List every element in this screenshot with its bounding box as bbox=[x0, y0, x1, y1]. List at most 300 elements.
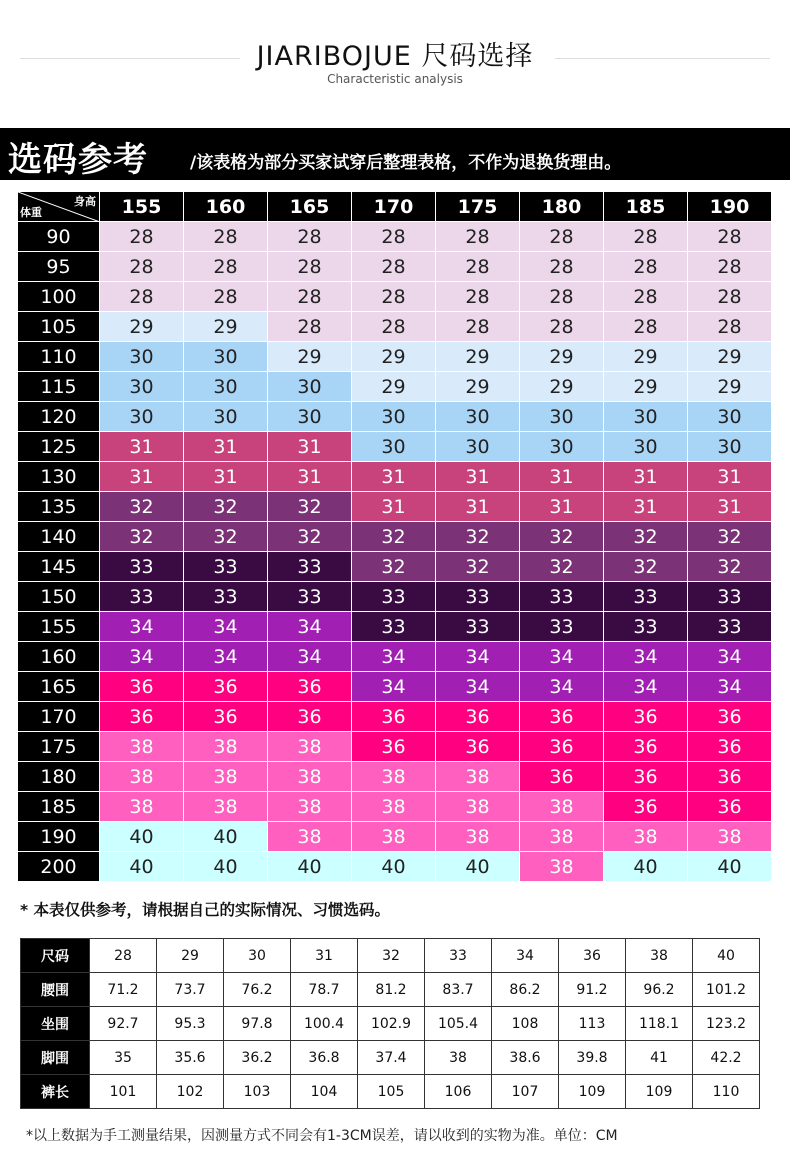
size-grid-row bbox=[18, 582, 772, 612]
weight-header-cell: 135 bbox=[18, 492, 100, 522]
measurement-value: 105 bbox=[358, 1075, 425, 1109]
measurement-value: 38.6 bbox=[492, 1041, 559, 1075]
measurement-value: 118.1 bbox=[626, 1007, 693, 1041]
size-grid-row bbox=[18, 462, 772, 492]
size-cell: 36 bbox=[604, 792, 688, 822]
size-cell: 34 bbox=[604, 642, 688, 672]
weight-header-cell: 175 bbox=[18, 732, 100, 762]
size-cell: 28 bbox=[520, 252, 604, 282]
weight-header-cell: 115 bbox=[18, 372, 100, 402]
size-cell: 34 bbox=[184, 612, 268, 642]
size-cell: 36 bbox=[268, 672, 352, 702]
size-cell: 34 bbox=[520, 642, 604, 672]
size-cell: 36 bbox=[352, 732, 436, 762]
size-cell: 33 bbox=[436, 582, 520, 612]
measurement-value: 103 bbox=[224, 1075, 291, 1109]
size-cell: 33 bbox=[520, 582, 604, 612]
height-header-cell: 155 bbox=[100, 192, 184, 222]
measurement-value: 39.8 bbox=[559, 1041, 626, 1075]
size-cell: 28 bbox=[268, 282, 352, 312]
measurement-value: 106 bbox=[425, 1075, 492, 1109]
size-cell: 32 bbox=[268, 492, 352, 522]
size-grid-row bbox=[18, 312, 772, 342]
measurement-value: 78.7 bbox=[291, 973, 358, 1007]
measurement-value: 71.2 bbox=[90, 973, 157, 1007]
size-cell: 28 bbox=[604, 222, 688, 252]
size-cell: 40 bbox=[436, 852, 520, 882]
size-cell: 36 bbox=[184, 702, 268, 732]
size-cell: 34 bbox=[604, 672, 688, 702]
size-cell: 38 bbox=[352, 822, 436, 852]
size-cell: 34 bbox=[100, 642, 184, 672]
size-cell: 34 bbox=[436, 642, 520, 672]
size-cell: 34 bbox=[688, 642, 772, 672]
size-cell: 38 bbox=[436, 762, 520, 792]
size-cell: 38 bbox=[352, 792, 436, 822]
size-cell: 28 bbox=[604, 312, 688, 342]
height-header-cell: 185 bbox=[604, 192, 688, 222]
size-cell: 32 bbox=[184, 492, 268, 522]
size-cell: 31 bbox=[184, 432, 268, 462]
size-cell: 31 bbox=[604, 492, 688, 522]
size-grid-row bbox=[18, 282, 772, 312]
size-cell: 30 bbox=[352, 402, 436, 432]
measurement-value: 73.7 bbox=[157, 973, 224, 1007]
size-cell: 36 bbox=[604, 732, 688, 762]
size-cell: 33 bbox=[352, 582, 436, 612]
size-cell: 40 bbox=[688, 852, 772, 882]
size-grid-header-row bbox=[18, 192, 772, 222]
size-cell: 28 bbox=[604, 252, 688, 282]
measurement-value: 123.2 bbox=[693, 1007, 760, 1041]
weight-header-cell: 120 bbox=[18, 402, 100, 432]
measurement-value: 96.2 bbox=[626, 973, 693, 1007]
size-cell: 31 bbox=[352, 462, 436, 492]
size-cell: 40 bbox=[352, 852, 436, 882]
banner-title: 选码参考 bbox=[8, 140, 148, 180]
measurement-row bbox=[21, 939, 760, 973]
size-cell: 38 bbox=[268, 732, 352, 762]
size-cell: 31 bbox=[268, 432, 352, 462]
size-cell: 34 bbox=[352, 642, 436, 672]
size-cell: 34 bbox=[268, 642, 352, 672]
size-cell: 32 bbox=[436, 522, 520, 552]
size-cell: 38 bbox=[268, 762, 352, 792]
measurement-row bbox=[21, 1007, 760, 1041]
size-grid-row bbox=[18, 402, 772, 432]
size-cell: 36 bbox=[184, 672, 268, 702]
size-cell: 38 bbox=[520, 822, 604, 852]
height-header-cell: 180 bbox=[520, 192, 604, 222]
size-cell: 34 bbox=[352, 672, 436, 702]
size-cell: 33 bbox=[100, 582, 184, 612]
weight-header-cell: 105 bbox=[18, 312, 100, 342]
size-grid-row bbox=[18, 552, 772, 582]
height-header-cell: 190 bbox=[688, 192, 772, 222]
size-cell: 32 bbox=[100, 522, 184, 552]
size-cell: 36 bbox=[268, 702, 352, 732]
size-cell: 34 bbox=[436, 672, 520, 702]
size-cell: 32 bbox=[268, 522, 352, 552]
measurement-value: 91.2 bbox=[559, 973, 626, 1007]
size-cell: 36 bbox=[352, 702, 436, 732]
weight-header-cell: 140 bbox=[18, 522, 100, 552]
measurement-label: 坐围 bbox=[21, 1007, 90, 1041]
weight-header-cell: 180 bbox=[18, 762, 100, 792]
measurement-value: 104 bbox=[291, 1075, 358, 1109]
size-cell: 30 bbox=[520, 402, 604, 432]
size-cell: 28 bbox=[100, 282, 184, 312]
reference-note: * 本表仅供参考，请根据自己的实际情况、习惯选码。 bbox=[20, 901, 391, 919]
size-grid-row bbox=[18, 372, 772, 402]
size-cell: 33 bbox=[604, 612, 688, 642]
size-cell: 33 bbox=[604, 582, 688, 612]
size-cell: 38 bbox=[268, 822, 352, 852]
size-grid-row bbox=[18, 792, 772, 822]
measurement-value: 101.2 bbox=[693, 973, 760, 1007]
size-cell: 30 bbox=[352, 432, 436, 462]
size-cell: 36 bbox=[688, 702, 772, 732]
measurement-value: 35 bbox=[90, 1041, 157, 1075]
measurement-value: 83.7 bbox=[425, 973, 492, 1007]
size-cell: 36 bbox=[436, 732, 520, 762]
measurement-value: 37.4 bbox=[358, 1041, 425, 1075]
measurement-value: 108 bbox=[492, 1007, 559, 1041]
size-cell: 31 bbox=[688, 462, 772, 492]
weight-header-cell: 125 bbox=[18, 432, 100, 462]
size-cell: 28 bbox=[268, 252, 352, 282]
size-cell: 38 bbox=[184, 762, 268, 792]
size-cell: 31 bbox=[100, 462, 184, 492]
measurement-label: 尺码 bbox=[21, 939, 90, 973]
size-cell: 40 bbox=[604, 852, 688, 882]
measurement-value: 36 bbox=[559, 939, 626, 973]
size-cell: 33 bbox=[688, 582, 772, 612]
weight-header-cell: 110 bbox=[18, 342, 100, 372]
height-header-cell: 165 bbox=[268, 192, 352, 222]
size-cell: 28 bbox=[436, 222, 520, 252]
size-cell: 38 bbox=[520, 792, 604, 822]
size-cell: 36 bbox=[604, 702, 688, 732]
size-cell: 34 bbox=[688, 672, 772, 702]
measurement-value: 40 bbox=[693, 939, 760, 973]
size-cell: 32 bbox=[604, 552, 688, 582]
size-cell: 38 bbox=[688, 822, 772, 852]
measurement-value: 42.2 bbox=[693, 1041, 760, 1075]
size-cell: 38 bbox=[604, 822, 688, 852]
size-grid-row bbox=[18, 222, 772, 252]
size-cell: 36 bbox=[688, 732, 772, 762]
size-cell: 28 bbox=[604, 282, 688, 312]
measurement-value: 38 bbox=[626, 939, 693, 973]
size-cell: 36 bbox=[436, 702, 520, 732]
measurement-value: 101 bbox=[90, 1075, 157, 1109]
size-reference-banner bbox=[0, 128, 790, 180]
weight-header-cell: 100 bbox=[18, 282, 100, 312]
measurement-value: 86.2 bbox=[492, 973, 559, 1007]
size-cell: 33 bbox=[100, 552, 184, 582]
size-grid-row bbox=[18, 342, 772, 372]
size-cell: 36 bbox=[688, 762, 772, 792]
size-cell: 38 bbox=[100, 762, 184, 792]
size-cell: 28 bbox=[100, 222, 184, 252]
size-cell: 30 bbox=[688, 432, 772, 462]
size-grid-row bbox=[18, 432, 772, 462]
size-cell: 29 bbox=[520, 342, 604, 372]
size-cell: 29 bbox=[604, 342, 688, 372]
size-cell: 31 bbox=[352, 492, 436, 522]
page-subtitle: Characteristic analysis bbox=[327, 72, 463, 86]
size-cell: 36 bbox=[688, 792, 772, 822]
size-cell: 29 bbox=[688, 372, 772, 402]
size-cell: 28 bbox=[184, 252, 268, 282]
corner-label-height: 身高 bbox=[74, 195, 96, 208]
measurement-value: 105.4 bbox=[425, 1007, 492, 1041]
size-cell: 31 bbox=[436, 462, 520, 492]
size-grid-row bbox=[18, 612, 772, 642]
size-grid-row bbox=[18, 852, 772, 882]
measurement-label: 腰围 bbox=[21, 973, 90, 1007]
measurement-value: 30 bbox=[224, 939, 291, 973]
size-cell: 38 bbox=[520, 852, 604, 882]
size-cell: 28 bbox=[688, 252, 772, 282]
size-cell: 28 bbox=[184, 222, 268, 252]
size-cell: 36 bbox=[520, 762, 604, 792]
measurement-value: 113 bbox=[559, 1007, 626, 1041]
size-cell: 40 bbox=[100, 852, 184, 882]
size-cell: 38 bbox=[100, 732, 184, 762]
measurement-value: 76.2 bbox=[224, 973, 291, 1007]
size-cell: 38 bbox=[268, 792, 352, 822]
size-cell: 36 bbox=[100, 672, 184, 702]
weight-header-cell: 170 bbox=[18, 702, 100, 732]
measurement-value: 92.7 bbox=[90, 1007, 157, 1041]
page-title: JIARIBOJUE 尺码选择 bbox=[256, 41, 534, 72]
weight-header-cell: 190 bbox=[18, 822, 100, 852]
size-cell: 28 bbox=[436, 252, 520, 282]
size-cell: 31 bbox=[520, 462, 604, 492]
size-cell: 29 bbox=[184, 312, 268, 342]
measurement-value: 32 bbox=[358, 939, 425, 973]
size-cell: 30 bbox=[520, 432, 604, 462]
size-cell: 29 bbox=[100, 312, 184, 342]
measurement-label: 裤长 bbox=[21, 1075, 90, 1109]
measurement-value: 95.3 bbox=[157, 1007, 224, 1041]
measurement-value: 33 bbox=[425, 939, 492, 973]
size-cell: 36 bbox=[520, 732, 604, 762]
size-cell: 38 bbox=[100, 792, 184, 822]
weight-header-cell: 90 bbox=[18, 222, 100, 252]
size-cell: 29 bbox=[520, 372, 604, 402]
size-cell: 33 bbox=[352, 612, 436, 642]
size-cell: 33 bbox=[268, 582, 352, 612]
size-cell: 32 bbox=[688, 522, 772, 552]
measurement-value: 28 bbox=[90, 939, 157, 973]
measurement-value: 31 bbox=[291, 939, 358, 973]
size-cell: 28 bbox=[268, 222, 352, 252]
weight-header-cell: 150 bbox=[18, 582, 100, 612]
size-cell: 30 bbox=[184, 342, 268, 372]
size-grid-row bbox=[18, 732, 772, 762]
size-cell: 28 bbox=[688, 282, 772, 312]
size-cell: 31 bbox=[688, 492, 772, 522]
size-cell: 32 bbox=[688, 552, 772, 582]
size-cell: 33 bbox=[688, 612, 772, 642]
size-cell: 38 bbox=[184, 732, 268, 762]
size-cell: 30 bbox=[100, 402, 184, 432]
weight-header-cell: 160 bbox=[18, 642, 100, 672]
size-cell: 30 bbox=[436, 432, 520, 462]
size-cell: 28 bbox=[436, 282, 520, 312]
size-cell: 30 bbox=[688, 402, 772, 432]
size-cell: 40 bbox=[268, 852, 352, 882]
grid-corner-cell bbox=[18, 192, 100, 222]
weight-header-cell: 145 bbox=[18, 552, 100, 582]
measurement-value: 97.8 bbox=[224, 1007, 291, 1041]
size-cell: 33 bbox=[520, 612, 604, 642]
size-cell: 28 bbox=[520, 222, 604, 252]
size-cell: 33 bbox=[436, 612, 520, 642]
measurement-label: 脚围 bbox=[21, 1041, 90, 1075]
size-cell: 29 bbox=[352, 342, 436, 372]
measurement-value: 81.2 bbox=[358, 973, 425, 1007]
measurement-value: 34 bbox=[492, 939, 559, 973]
size-cell: 29 bbox=[604, 372, 688, 402]
measurement-value: 38 bbox=[425, 1041, 492, 1075]
measurement-value: 109 bbox=[559, 1075, 626, 1109]
height-header-cell: 170 bbox=[352, 192, 436, 222]
corner-label-weight: 体重 bbox=[20, 206, 42, 219]
size-cell: 31 bbox=[100, 432, 184, 462]
size-cell: 36 bbox=[100, 702, 184, 732]
size-cell: 31 bbox=[436, 492, 520, 522]
size-cell: 28 bbox=[352, 282, 436, 312]
size-cell: 38 bbox=[184, 792, 268, 822]
size-cell: 40 bbox=[100, 822, 184, 852]
size-cell: 28 bbox=[688, 312, 772, 342]
size-cell: 28 bbox=[352, 312, 436, 342]
size-cell: 33 bbox=[268, 552, 352, 582]
measurement-table bbox=[20, 938, 760, 1109]
size-grid-row bbox=[18, 492, 772, 522]
size-cell: 38 bbox=[436, 792, 520, 822]
size-cell: 31 bbox=[268, 462, 352, 492]
measurement-value: 36.2 bbox=[224, 1041, 291, 1075]
size-cell: 30 bbox=[604, 402, 688, 432]
measurement-row bbox=[21, 1075, 760, 1109]
measurement-note: *以上数据为手工测量结果，因测量方式不同会有1-3CM误差，请以收到的实物为准。单位：CM bbox=[26, 1128, 618, 1144]
size-cell: 28 bbox=[436, 312, 520, 342]
size-cell: 30 bbox=[100, 372, 184, 402]
weight-header-cell: 95 bbox=[18, 252, 100, 282]
measurement-value: 29 bbox=[157, 939, 224, 973]
size-cell: 34 bbox=[184, 642, 268, 672]
size-cell: 29 bbox=[436, 372, 520, 402]
measurement-value: 102 bbox=[157, 1075, 224, 1109]
size-cell: 31 bbox=[184, 462, 268, 492]
measurement-value: 35.6 bbox=[157, 1041, 224, 1075]
size-cell: 36 bbox=[520, 702, 604, 732]
size-cell: 32 bbox=[352, 552, 436, 582]
size-cell: 30 bbox=[184, 402, 268, 432]
size-cell: 28 bbox=[520, 282, 604, 312]
size-grid-row bbox=[18, 642, 772, 672]
size-grid-row bbox=[18, 252, 772, 282]
size-cell: 34 bbox=[520, 672, 604, 702]
size-cell: 32 bbox=[436, 552, 520, 582]
measurement-value: 107 bbox=[492, 1075, 559, 1109]
size-cell: 30 bbox=[184, 372, 268, 402]
size-cell: 31 bbox=[604, 462, 688, 492]
banner-note: /该表格为部分买家试穿后整理表格，不作为退换货理由。 bbox=[190, 153, 622, 173]
size-cell: 32 bbox=[352, 522, 436, 552]
size-grid-row bbox=[18, 762, 772, 792]
size-grid-row bbox=[18, 702, 772, 732]
size-grid bbox=[18, 192, 772, 882]
measurement-value: 36.8 bbox=[291, 1041, 358, 1075]
height-header-cell: 160 bbox=[184, 192, 268, 222]
weight-header-cell: 130 bbox=[18, 462, 100, 492]
size-cell: 33 bbox=[184, 552, 268, 582]
size-cell: 38 bbox=[352, 762, 436, 792]
weight-header-cell: 200 bbox=[18, 852, 100, 882]
size-cell: 40 bbox=[184, 852, 268, 882]
size-cell: 32 bbox=[184, 522, 268, 552]
size-cell: 28 bbox=[688, 222, 772, 252]
size-cell: 34 bbox=[268, 612, 352, 642]
size-cell: 28 bbox=[184, 282, 268, 312]
size-cell: 30 bbox=[100, 342, 184, 372]
size-grid-row bbox=[18, 822, 772, 852]
size-cell: 32 bbox=[520, 552, 604, 582]
size-cell: 31 bbox=[520, 492, 604, 522]
size-cell: 30 bbox=[268, 372, 352, 402]
size-cell: 29 bbox=[436, 342, 520, 372]
size-grid-row bbox=[18, 522, 772, 552]
size-cell: 29 bbox=[352, 372, 436, 402]
measurement-value: 110 bbox=[693, 1075, 760, 1109]
size-cell: 30 bbox=[268, 402, 352, 432]
measurement-value: 100.4 bbox=[291, 1007, 358, 1041]
size-cell: 40 bbox=[184, 822, 268, 852]
page-header bbox=[0, 0, 790, 128]
size-cell: 28 bbox=[268, 312, 352, 342]
measurement-value: 41 bbox=[626, 1041, 693, 1075]
size-cell: 30 bbox=[436, 402, 520, 432]
size-cell: 29 bbox=[688, 342, 772, 372]
weight-header-cell: 185 bbox=[18, 792, 100, 822]
weight-header-cell: 155 bbox=[18, 612, 100, 642]
size-cell: 28 bbox=[520, 312, 604, 342]
size-cell: 28 bbox=[100, 252, 184, 282]
size-cell: 32 bbox=[520, 522, 604, 552]
height-header-cell: 175 bbox=[436, 192, 520, 222]
size-cell: 30 bbox=[604, 432, 688, 462]
size-grid-row bbox=[18, 672, 772, 702]
size-cell: 28 bbox=[352, 222, 436, 252]
size-cell: 36 bbox=[604, 762, 688, 792]
weight-header-cell: 165 bbox=[18, 672, 100, 702]
size-cell: 32 bbox=[604, 522, 688, 552]
size-cell: 38 bbox=[436, 822, 520, 852]
size-cell: 33 bbox=[184, 582, 268, 612]
size-cell: 34 bbox=[100, 612, 184, 642]
size-cell: 28 bbox=[352, 252, 436, 282]
size-cell: 29 bbox=[268, 342, 352, 372]
measurement-value: 109 bbox=[626, 1075, 693, 1109]
measurement-row bbox=[21, 973, 760, 1007]
measurement-row bbox=[21, 1041, 760, 1075]
